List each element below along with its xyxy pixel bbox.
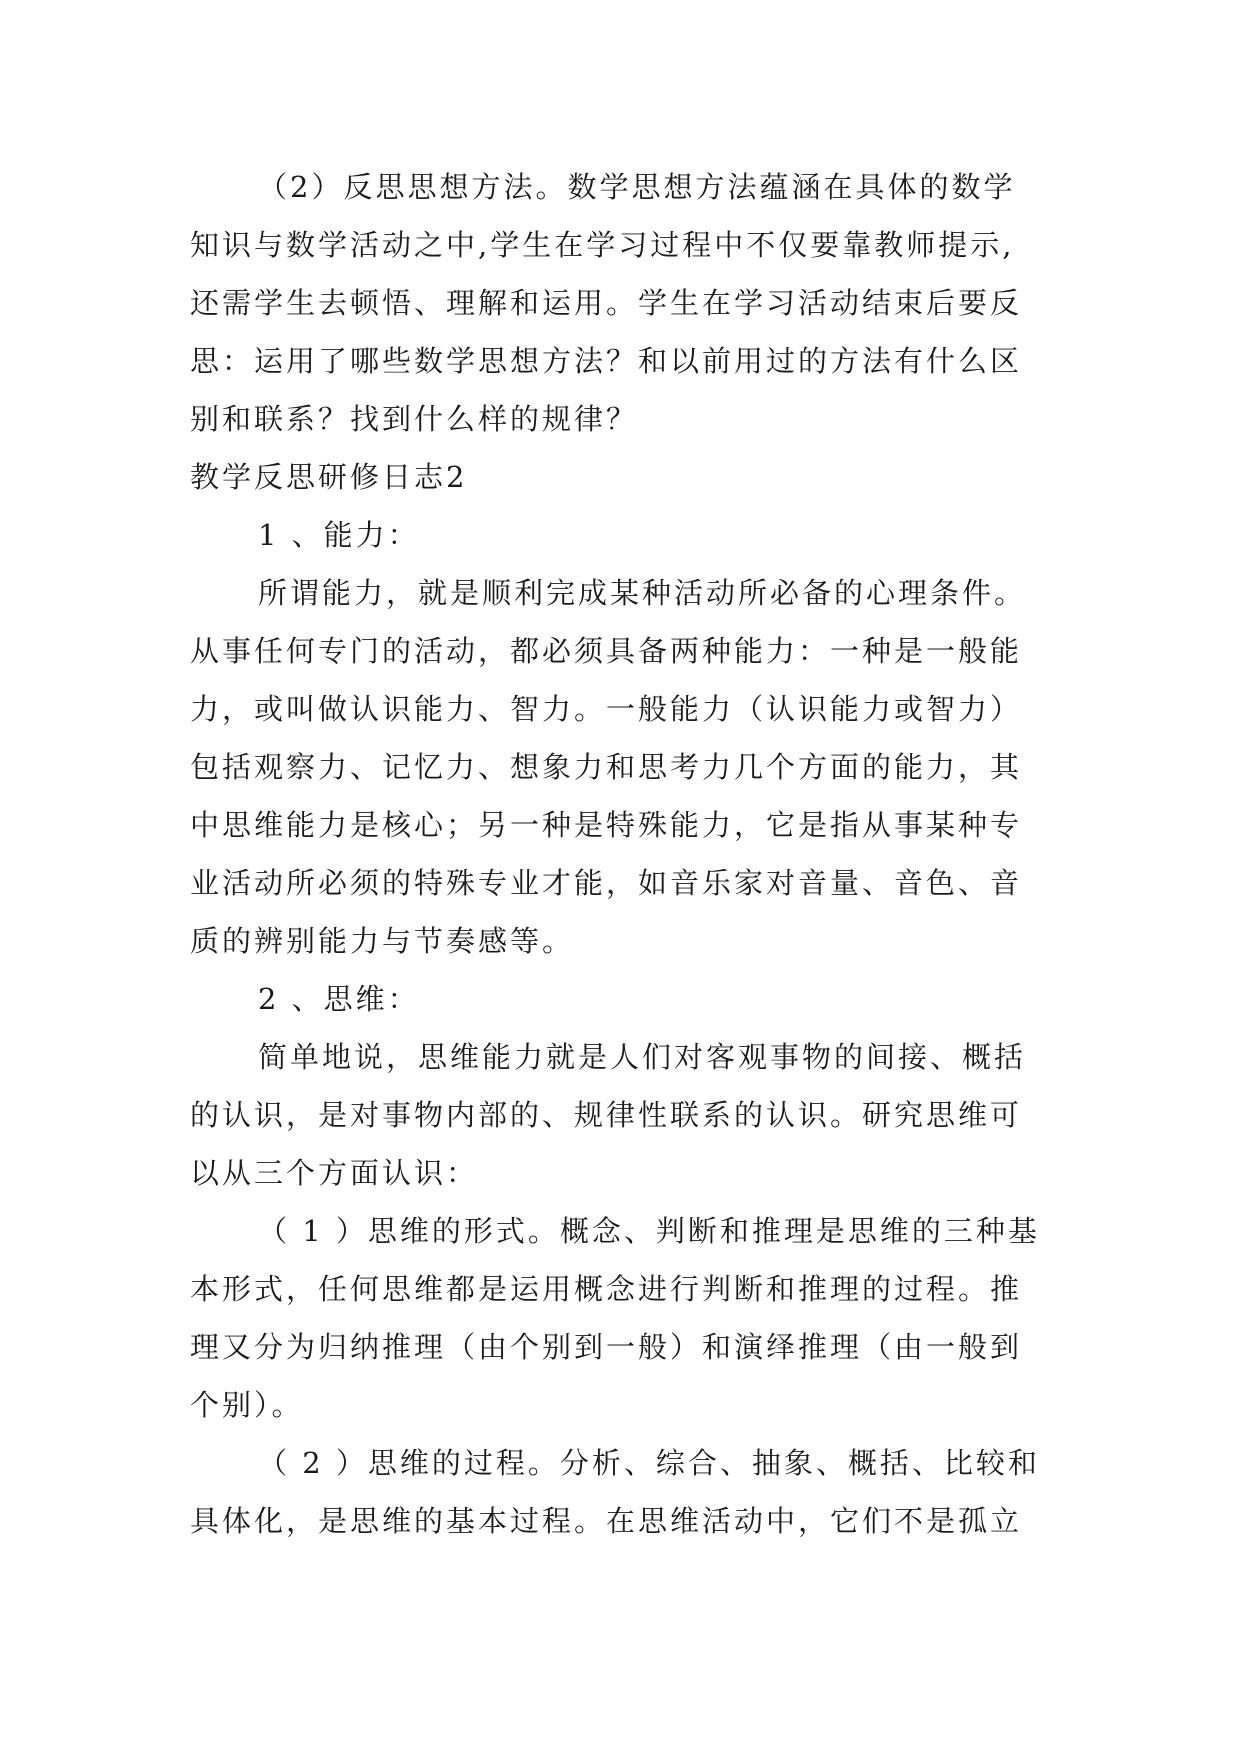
subheading: 2 、思维： bbox=[258, 982, 420, 1016]
paragraph-line: （2）反思思想方法。数学思想方法蕴涵在具体的数学 bbox=[258, 170, 1016, 204]
paragraph-line: 思：运用了哪些数学思想方法？和以前用过的方法有什么区 bbox=[190, 344, 1023, 378]
paragraph-line: 中思维能力是核心；另一种是特殊能力，它是指从事某种专 bbox=[190, 808, 1023, 842]
paragraph-line: 力，或叫做认识能力、智力。一般能力（认识能力或智力） bbox=[190, 692, 1023, 726]
paragraph-line: 简单地说，思维能力就是人们对客观事物的间接、概括 bbox=[258, 1040, 1027, 1074]
paragraph-line: 知识与数学活动之中,学生在学习过程中不仅要靠教师提示, bbox=[190, 228, 1015, 262]
paragraph-line: 还需学生去顿悟、理解和运用。学生在学习活动结束后要反 bbox=[190, 286, 1023, 320]
paragraph-line: 具体化，是思维的基本过程。在思维活动中，它们不是孤立 bbox=[190, 1504, 1023, 1538]
paragraph-line: 别和联系？找到什么样的规律？ bbox=[190, 402, 639, 436]
paragraph-line: 包括观察力、记忆力、想象力和思考力几个方面的能力，其 bbox=[190, 750, 1023, 784]
paragraph-line: 从事任何专门的活动，都必须具备两种能力：一种是一般能 bbox=[190, 634, 1023, 668]
section-heading: 教学反思研修日志2 bbox=[190, 460, 468, 494]
paragraph-line: 质的辨别能力与节奏感等。 bbox=[190, 924, 575, 958]
paragraph-line: 的认识，是对事物内部的、规律性联系的认识。研究思维可 bbox=[190, 1098, 1023, 1132]
paragraph-line: 本形式，任何思维都是运用概念进行判断和推理的过程。推 bbox=[190, 1272, 1023, 1306]
paragraph-line: 以从三个方面认识： bbox=[190, 1156, 479, 1190]
paragraph-line: 理又分为归纳推理（由个别到一般）和演绎推理（由一般到 bbox=[190, 1330, 1023, 1364]
paragraph-line: 所谓能力，就是顺利完成某种活动所必备的心理条件。 bbox=[258, 576, 1027, 610]
paragraph-line: 个别）。 bbox=[190, 1388, 304, 1422]
paragraph-line: 业活动所必须的特殊专业才能，如音乐家对音量、音色、音 bbox=[190, 866, 1023, 900]
paragraph-line: （ 2 ）思维的过程。分析、综合、抽象、概括、比较和 bbox=[258, 1446, 1040, 1480]
subheading: 1 、能力： bbox=[258, 518, 420, 552]
paragraph-line: （ 1 ）思维的形式。概念、判断和推理是思维的三种基 bbox=[258, 1214, 1040, 1248]
